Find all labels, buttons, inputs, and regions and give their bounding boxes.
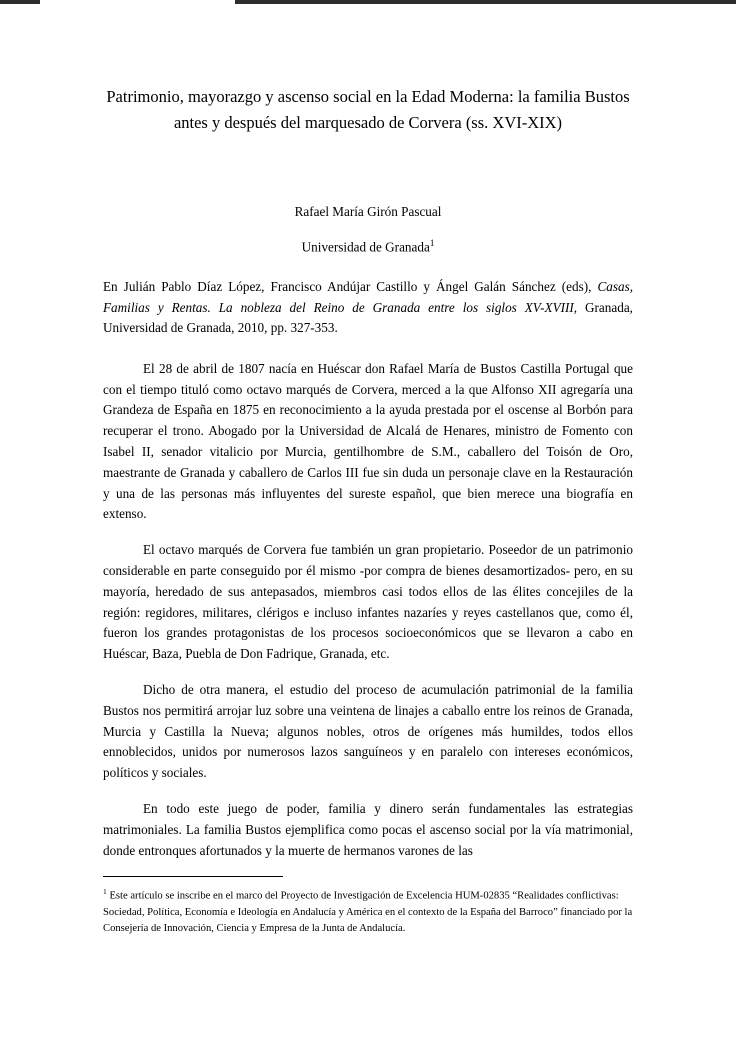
author-affiliation (103, 233, 633, 257)
author-name: Rafael María Girón Pascual (294, 204, 442, 219)
citation-publication: , Granada, Universidad de Granada, 2010, pp. 327-353. (103, 299, 633, 336)
footnote-separator-rule (103, 876, 283, 877)
footnote-area (103, 876, 633, 938)
citation-editors: En Julián Pablo Díaz López, Francisco Andújar Castillo y Ángel Galán Sánchez (eds), (103, 279, 598, 295)
source-citation (103, 277, 633, 339)
body-paragraph-2: El octavo marqués de Corvera fue también un gran propietario. Poseedor de un patrimonio considerable en parte conseguido por él mismo -por compra de bienes desamortizados- pero, en su mayoría, heredado de sus antepasados, miembros casi todos ellos de las élites concejiles de la región: regidores, militares, clérigos e incluso infantes nazaríes y reyes castellanos que, como él, fueron los grandes protagonistas de los procesos socioeconómicos que se llevaron a cabo en Huéscar, Baza, Puebla de Don Fadrique, Granada, etc. (103, 542, 633, 662)
top-edge-segment-left (0, 0, 40, 4)
affiliation-label: Universidad de Granada (301, 239, 430, 255)
footnote-body: Este artículo se inscribe en el marco del Proyecto de Investigación de Excelencia HUM-02835 “Realidades conflictivas: Sociedad, Política, Economía e Ideología en Andalucía y América en el contexto de la España del Barroco” financiado por la Consejería de Innovación, Ciencia y Empresa de la Junta de Andalucía. (103, 890, 633, 935)
body-paragraph-4: En todo este juego de poder, familia y dinero serán fundamentales las estrategias matrimoniales. La familia Bustos ejemplifica como pocas el ascenso social por la vía matrimonial, donde entronques afortunados y la muerte de hermanos varones de las (103, 801, 633, 858)
footnote-1 (103, 884, 633, 938)
citation-book-title: Casas, Familias y Rentas. La nobleza del Reino de Granada entre los siglos XV-XVIII (103, 279, 633, 315)
body-paragraph-1: El 28 de abril de 1807 nacía en Huéscar don Rafael María de Bustos Castilla Portugal que con el tiempo tituló como octavo marqués de Corvera, merced a la que Alfonso XII agregaría una Grandeza de España en 1875 en reconocimiento a la ayuda prestada por el oscense al Borbón para recuperar el trono. Abogado por la Universidad de Alcalá de Henares, ministro de Fomento con Isabel II, senador vitalicio por Murcia, gentilhombre de S.M., caballero del Toisón de Oro, maestrante de Granada y caballero de Carlos III fue sin duda un personaje clave en la Restauración y una de las personas más influyentes del sureste español, que bien merece una biografía en extenso. (103, 360, 633, 522)
body-paragraph-3: Dicho de otra manera, el estudio del proceso de acumulación patrimonial de la familia Bustos nos permitirá arrojar luz sobre una veintena de linajes a caballo entre los reinos de Granada, Murcia y Castilla la Nueva; algunos nobles, otros de orígenes más humildes, todos ellos ennoblecidos, unidos por numerosos lazos sanguíneos y en paralelo con intereses económicos, políticos y sociales. (103, 682, 633, 781)
page-title: Patrimonio, mayorazgo y ascenso social en la Edad Moderna: la familia Bustos antes y después del marquesado de Corvera (ss. XVI-XIX) (106, 87, 630, 132)
document-content (103, 0, 633, 861)
footnote-marker: 1 (103, 887, 107, 896)
affiliation-footnote-marker: 1 (429, 238, 435, 248)
